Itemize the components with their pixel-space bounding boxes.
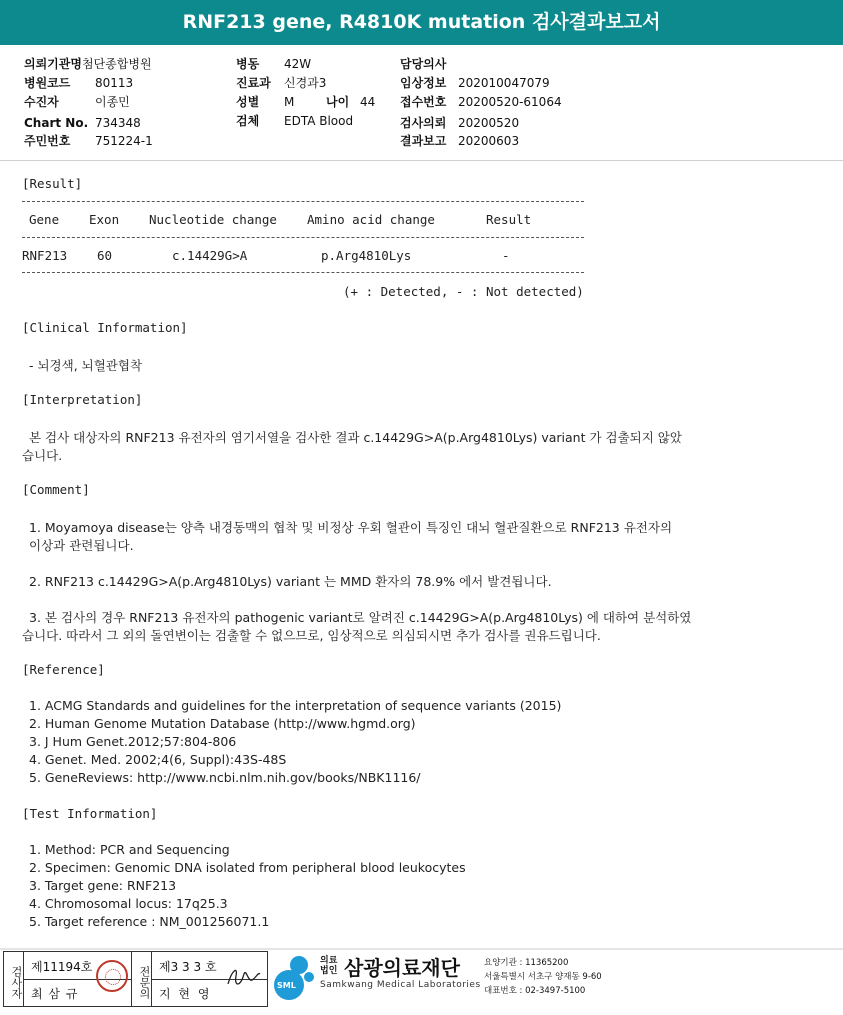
info-department <box>236 74 326 92</box>
examiner-license-no: 제11194호 <box>31 960 93 974</box>
reference-item: 5. GeneReviews: http://www.ncbi.nlm.nih.gov/books/NBK1116/ <box>29 770 421 785</box>
signature-icon <box>224 960 264 994</box>
info-ward <box>236 55 311 73</box>
org-name: 삼광의료재단 <box>344 956 460 980</box>
patient-info-header <box>24 55 824 155</box>
testinfo-item: 1. Method: PCR and Sequencing <box>29 842 230 857</box>
specialist-license-no: 제3 3 3 호 <box>159 960 217 974</box>
info-value: 80113 <box>95 76 134 90</box>
examiner-name: 최 삼 규 <box>31 987 79 1001</box>
logo-text: SML <box>277 981 296 990</box>
report-footer <box>0 948 843 1015</box>
info-label: 검사의뢰 <box>400 116 447 130</box>
result-cell-gene: RNF213 <box>22 248 68 263</box>
info-value: 42W <box>284 57 312 71</box>
result-divider-bottom <box>22 272 584 273</box>
result-legend: (+ : Detected, - : Not detected) <box>343 284 584 299</box>
info-label: 접수번호 <box>400 95 447 109</box>
clinical-heading: [Clinical Information] <box>22 320 188 335</box>
specialist-box <box>131 951 268 1007</box>
testinfo-heading: [Test Information] <box>22 806 158 821</box>
info-value: M <box>284 95 295 109</box>
header-divider <box>0 160 843 161</box>
examiner-label: 검사자 <box>4 952 24 1006</box>
info-label: 병동 <box>236 57 260 71</box>
testinfo-item: 3. Target gene: RNF213 <box>29 878 177 893</box>
result-col-nucleotide: Nucleotide change <box>149 212 277 227</box>
reference-item: 1. ACMG Standards and guidelines for the interpretation of sequence variants (2015) <box>29 698 562 713</box>
info-label: 담당의사 <box>400 57 447 71</box>
info-value: 20200520 <box>458 116 520 130</box>
org-prefix <box>320 956 337 976</box>
info-report-date <box>400 132 519 150</box>
info-label: 임상정보 <box>400 76 447 90</box>
info-hospital-code <box>24 74 133 92</box>
org-info-code: 요양기관 : 11365200 <box>484 958 569 968</box>
info-value: 신경과3 <box>284 76 327 90</box>
info-chart-no <box>24 114 141 132</box>
info-label: 주민번호 <box>24 134 71 148</box>
info-label: 성별 <box>236 95 260 109</box>
org-prefix-2: 법인 <box>320 966 338 976</box>
examiner-seal-icon <box>96 960 128 992</box>
comment-1-line-1: 1. Moyamoya disease는 양측 내경동맥의 협착 및 비정상 우회 혈관이 특징인 대뇌 혈관질환으로 RNF213 유전자의 <box>29 520 673 535</box>
specialist-name: 지 현 영 <box>159 987 212 1001</box>
info-label: 병원코드 <box>24 76 71 90</box>
org-info-address: 서울특별시 서초구 양재동 9-60 <box>484 972 602 982</box>
result-col-exon: Exon <box>89 212 120 227</box>
interpretation-line-1: 본 검사 대상자의 RNF213 유전자의 염기서열을 검사한 결과 c.14429G>A(p.Arg4810Lys) variant 가 검출되지 않았 <box>29 430 682 445</box>
info-value: 첨단종합병원 <box>82 57 152 71</box>
info-patient-name <box>24 93 130 111</box>
footer-divider <box>0 948 843 950</box>
info-value: 202010047079 <box>458 76 550 90</box>
testinfo-item: 5. Target reference : NM_001256071.1 <box>29 914 270 929</box>
result-cell-exon: 60 <box>97 248 113 263</box>
info-value: 734348 <box>95 116 141 130</box>
info-requesting-institution <box>24 55 152 73</box>
info-label: 검체 <box>236 114 260 128</box>
result-cell-result: - <box>502 248 510 263</box>
org-prefix-1: 의료 <box>320 956 338 966</box>
info-resident-no <box>24 132 153 150</box>
result-cell-amino: p.Arg4810Lys <box>321 248 412 263</box>
info-value: 751224-1 <box>95 134 153 148</box>
comment-3-line-2: 습니다. 따라서 그 외의 돌연변이는 검출할 수 없으므로, 임상적으로 의심되시면 추가 검사를 권유드립니다. <box>22 628 601 643</box>
info-value: 이종민 <box>95 95 130 109</box>
result-cell-nucleotide: c.14429G>A <box>172 248 248 263</box>
info-value: 20200520-61064 <box>458 95 562 109</box>
interpretation-heading: [Interpretation] <box>22 392 143 407</box>
comment-1-line-2: 이상과 관련됩니다. <box>29 538 134 553</box>
reference-item: 2. Human Genome Mutation Database (http://www.hgmd.org) <box>29 716 416 731</box>
info-sex-age <box>236 93 375 111</box>
testinfo-item: 2. Specimen: Genomic DNA isolated from peripheral blood leukocytes <box>29 860 466 875</box>
result-heading: [Result] <box>22 176 83 191</box>
info-request-date <box>400 114 519 132</box>
info-label: 의뢰기관명 <box>24 57 82 71</box>
report-title: RNF213 gene, R4810K mutation 검사결과보고서 <box>0 0 843 45</box>
org-info-phone: 대표번호 : 02-3497-5100 <box>484 986 586 996</box>
testinfo-item: 4. Chromosomal locus: 17q25.3 <box>29 896 228 911</box>
sml-logo-icon <box>272 954 318 1004</box>
reference-heading: [Reference] <box>22 662 105 677</box>
info-receipt-no <box>400 93 562 111</box>
reference-item: 3. J Hum Genet.2012;57:804-806 <box>29 734 237 749</box>
info-value: 44 <box>360 95 376 109</box>
examiner-box <box>3 951 132 1007</box>
info-specimen <box>236 112 353 130</box>
info-value: EDTA Blood <box>284 114 354 128</box>
info-label: 수진자 <box>24 95 59 109</box>
result-col-result: Result <box>486 212 532 227</box>
info-label: Chart No. <box>24 116 89 130</box>
info-label: 결과보고 <box>400 134 447 148</box>
result-col-gene: Gene <box>29 212 60 227</box>
info-value: 20200603 <box>458 134 520 148</box>
result-divider-mid <box>22 237 584 238</box>
specialist-label: 전문의 <box>132 952 152 1006</box>
org-english-name: Samkwang Medical Laboratories <box>320 980 481 990</box>
comment-3-line-1: 3. 본 검사의 경우 RNF213 유전자의 pathogenic variant로 알려진 c.14429G>A(p.Arg4810Lys) 에 대하여 분석하였 <box>29 610 692 625</box>
clinical-text: - 뇌경색, 뇌혈관협착 <box>29 358 143 373</box>
info-label: 진료과 <box>236 76 271 90</box>
result-divider-top <box>22 201 584 202</box>
result-col-amino: Amino acid change <box>307 212 435 227</box>
interpretation-line-2: 습니다. <box>22 448 63 463</box>
comment-2: 2. RNF213 c.14429G>A(p.Arg4810Lys) variant 는 MMD 환자의 78.9% 에서 발견됩니다. <box>29 574 552 589</box>
info-clinical <box>400 74 550 92</box>
info-label: 나이 <box>326 95 350 109</box>
reference-item: 4. Genet. Med. 2002;4(6, Suppl):43S-48S <box>29 752 287 767</box>
comment-heading: [Comment] <box>22 482 90 497</box>
info-doctor <box>400 55 458 73</box>
